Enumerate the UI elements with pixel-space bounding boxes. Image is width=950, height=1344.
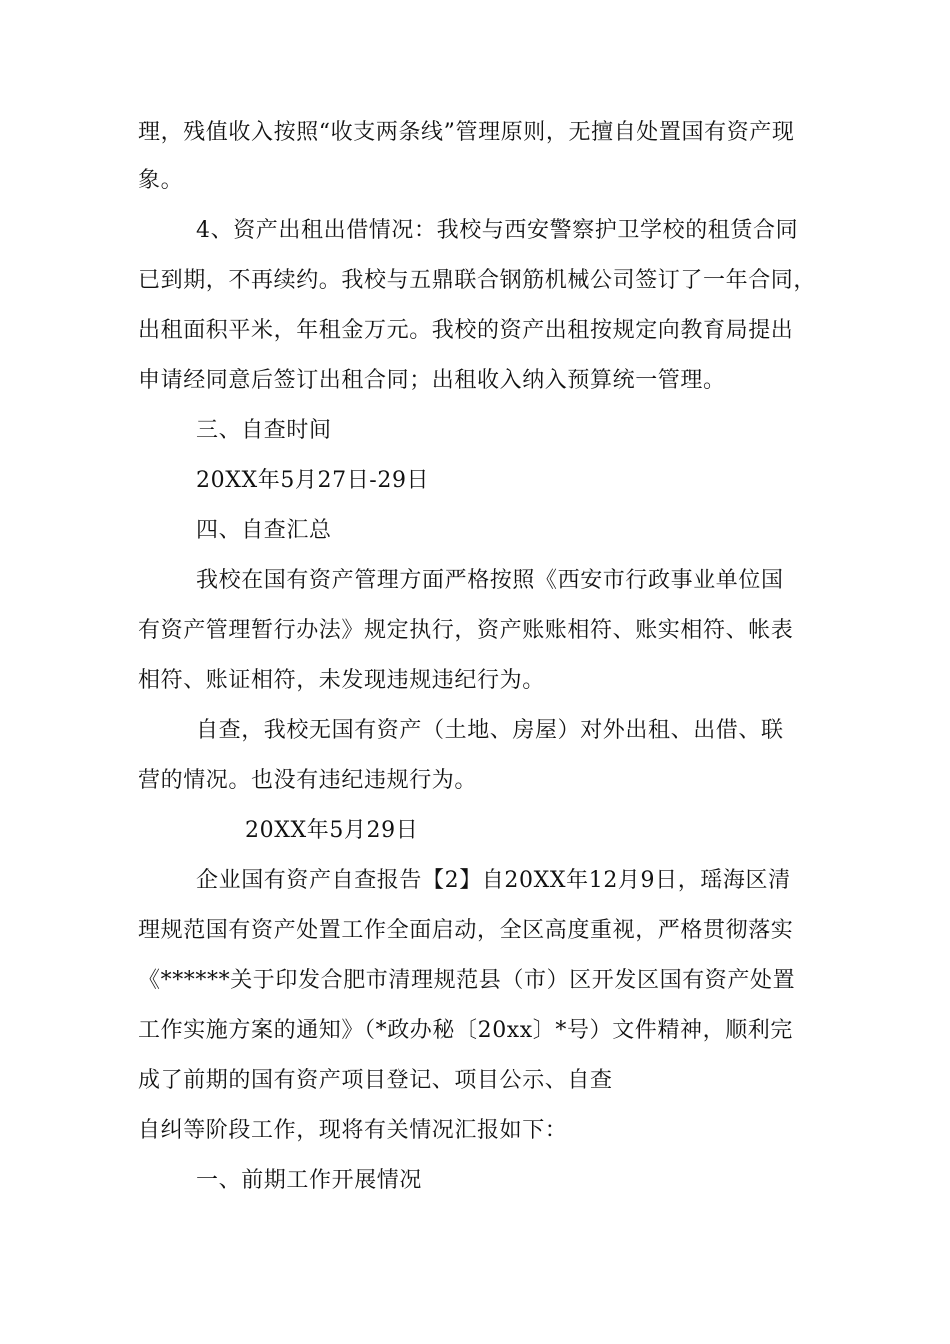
text-line: 成了前期的国有资产项目登记、项目公示、自查 (138, 1068, 613, 1093)
section-heading: 三、自查时间 (196, 418, 332, 443)
text-line: 相符、账证相符，未发现违规违纪行为。 (138, 668, 545, 693)
text-line: 营的情况。也没有违纪违规行为。 (138, 768, 478, 793)
date-line: 20XX年5月27日-29日 (196, 468, 430, 493)
section-heading: 一、前期工作开展情况 (196, 1168, 423, 1193)
text-line: 象。 (138, 168, 184, 193)
text-line: 理规范国有资产处置工作全面启动，全区高度重视，严格贯彻落实 (138, 918, 794, 943)
text-line: 《******关于印发合肥市清理规范县（市）区开发区国有资产处置 (138, 968, 796, 993)
text-line: 申请经同意后签订出租合同；出租收入纳入预算统一管理。 (138, 368, 726, 393)
text-line: 工作实施方案的通知》（*政办秘〔20xx〕*号）文件精神，顺利完 (138, 1018, 794, 1043)
text-line: 已到期，不再续约。我校与五鼎联合钢筋机械公司签订了一年合同， (138, 268, 817, 293)
text-line: 自查，我校无国有资产（土地、房屋）对外出租、出借、联 (196, 718, 784, 743)
text-line: 有资产管理暂行办法》规定执行，资产账账相符、账实相符、帐表 (138, 618, 794, 643)
text-line: 理，残值收入按照“收支两条线”管理原则，无擅自处置国有资产现 (138, 120, 795, 145)
section-heading: 四、自查汇总 (196, 518, 332, 543)
text-line: 4、资产出租出借情况：我校与西安警察护卫学校的租赁合同 (196, 218, 799, 243)
text-line: 自纠等阶段工作，现将有关情况汇报如下： (138, 1118, 568, 1143)
text-line: 我校在国有资产管理方面严格按照《西安市行政事业单位国 (196, 568, 784, 593)
text-line: 出租面积平米，年租金万元。我校的资产出租按规定向教育局提出 (138, 318, 794, 343)
text-line: 企业国有资产自查报告【2】自20XX年12月9日，瑶海区清 (196, 868, 791, 893)
date-line: 20XX年5月29日 (245, 818, 419, 843)
